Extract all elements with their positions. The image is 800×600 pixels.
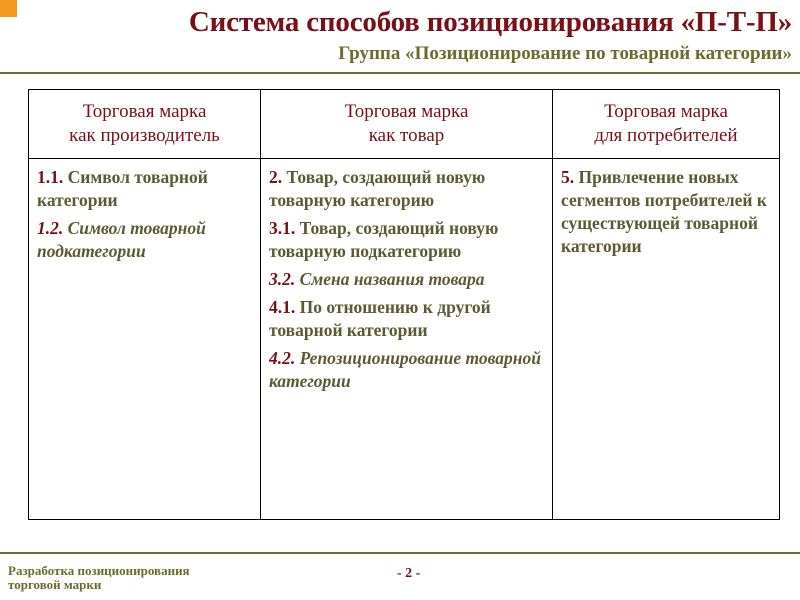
item-number: 5. bbox=[561, 167, 575, 187]
item-text: Товар, создающий новую товарную подкатегорию bbox=[269, 218, 499, 261]
page-subtitle: Группа «Позиционирование по товарной категории» bbox=[338, 43, 792, 64]
item-number: 1.1. bbox=[37, 167, 64, 187]
table-header-row bbox=[29, 90, 780, 159]
item-number: 3.1. bbox=[269, 218, 296, 238]
table-cell bbox=[261, 159, 553, 520]
column-header-line: как производитель bbox=[69, 125, 220, 146]
list-item bbox=[269, 217, 546, 263]
footer-line: торговой марки bbox=[8, 577, 102, 592]
item-number: 4.1. bbox=[269, 297, 296, 317]
positioning-table bbox=[28, 89, 780, 520]
column-header-producer bbox=[29, 90, 261, 159]
list-item bbox=[269, 166, 546, 212]
column-header-line: для потребителей bbox=[594, 125, 738, 146]
list-item bbox=[269, 347, 546, 393]
table-cell bbox=[553, 159, 780, 520]
table-row bbox=[29, 159, 780, 520]
item-number: 1.2. bbox=[37, 218, 64, 238]
footer-caption bbox=[8, 564, 190, 592]
list-item bbox=[37, 217, 254, 263]
page-title: Система способов позиционирования «П-Т-П» bbox=[188, 6, 792, 38]
column-header-line: как товар bbox=[368, 125, 445, 146]
item-text: Символ товарной категории bbox=[37, 167, 208, 210]
list-item bbox=[561, 166, 773, 258]
item-text: По отношению к другой товарной категории bbox=[269, 297, 491, 340]
item-text: Привлечение новых сегментов потребителей к существующей товарной категории bbox=[561, 167, 767, 256]
item-number: 4.2. bbox=[269, 348, 296, 368]
footer-divider bbox=[0, 552, 800, 554]
item-number: 2. bbox=[269, 167, 283, 187]
column-header-line: Торговая марка bbox=[604, 101, 728, 122]
item-text: Символ товарной подкатегории bbox=[37, 218, 206, 261]
page-number: - 2 - bbox=[397, 566, 421, 581]
column-header-line: Торговая марка bbox=[82, 101, 207, 122]
item-text: Репозиционирование товарной категории bbox=[269, 348, 541, 391]
item-number: 3.2. bbox=[269, 269, 296, 289]
list-item bbox=[269, 268, 546, 291]
list-item bbox=[269, 296, 546, 342]
column-header-line: Торговая марка bbox=[344, 101, 469, 122]
header-divider bbox=[0, 72, 800, 74]
column-header-product bbox=[261, 90, 553, 159]
item-text: Смена названия товара bbox=[295, 269, 485, 289]
item-text: Товар, создающий новую товарную категорию bbox=[269, 167, 486, 210]
corner-accent-square bbox=[0, 0, 17, 17]
column-header-consumers bbox=[553, 90, 780, 159]
footer-line: Разработка позиционирования bbox=[8, 563, 190, 578]
list-item bbox=[37, 166, 254, 212]
table-cell bbox=[29, 159, 261, 520]
